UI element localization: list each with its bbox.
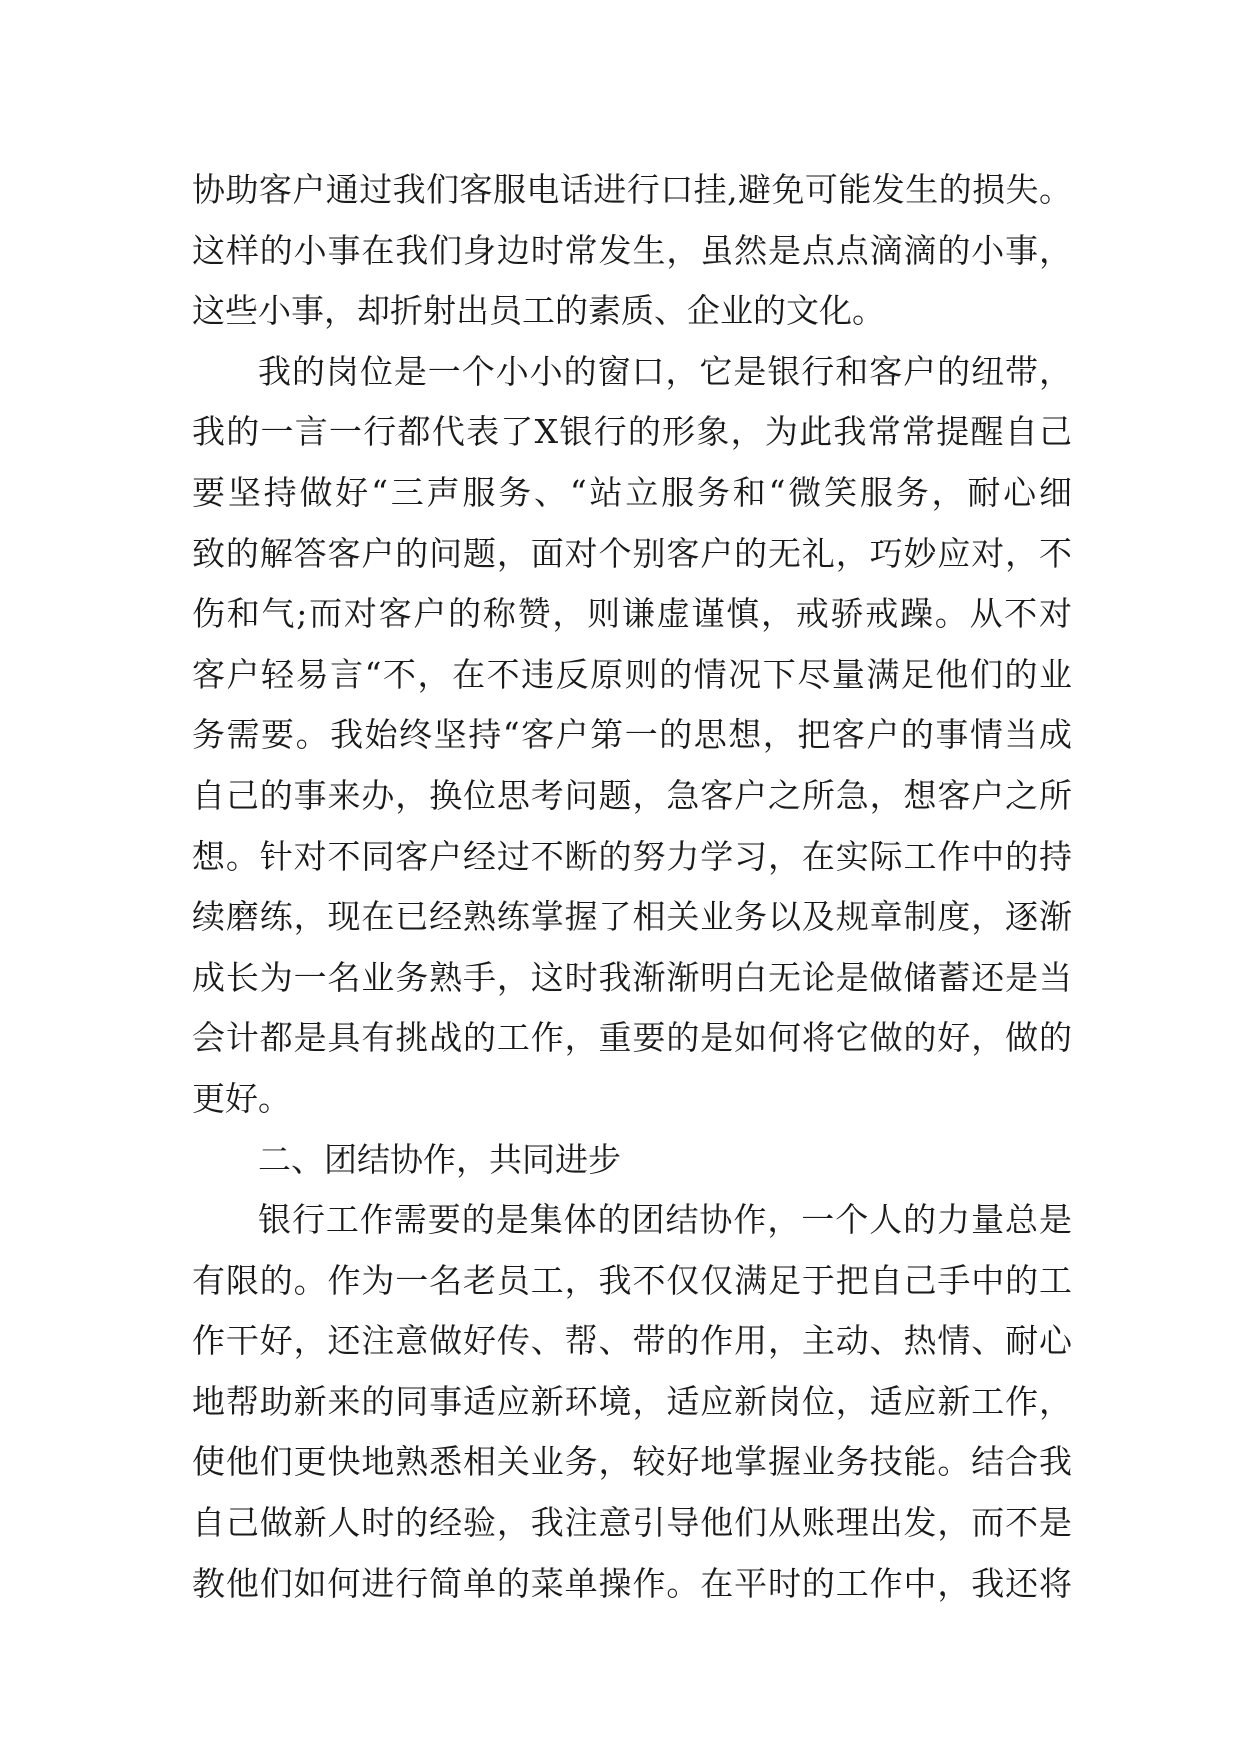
text-line: 想。针对不同客户经过不断的努力学习，在实际工作中的持 bbox=[192, 836, 1072, 876]
text-line: 我的一言一行都代表了X银行的形象，为此我常常提醒自己 bbox=[192, 412, 1072, 452]
text-line: 自己做新人时的经验，我注意引导他们从账理出发，而不是 bbox=[192, 1503, 1072, 1543]
text-line: 作干好，还注意做好传、帮、带的作用，主动、热情、耐心 bbox=[192, 1321, 1072, 1361]
body-text bbox=[192, 160, 1072, 1614]
text-line: 有限的。作为一名老员工，我不仅仅满足于把自己手中的工 bbox=[192, 1260, 1072, 1300]
text-line: 续磨练，现在已经熟练掌握了相关业务以及规章制度，逐渐 bbox=[192, 897, 1072, 937]
text-line: 务需要。我始终坚持“客户第一的思想，把客户的事情当成 bbox=[192, 715, 1072, 755]
text-line: 伤和气;而对客户的称赞，则谦虚谨慎，戒骄戒躁。从不对 bbox=[192, 594, 1072, 634]
text-line: 这些小事，却折射出员工的素质、企业的文化。 bbox=[192, 291, 885, 331]
text-line: 更好。 bbox=[192, 1078, 291, 1118]
text-line: 使他们更快地熟悉相关业务，较好地掌握业务技能。结合我 bbox=[192, 1442, 1072, 1482]
text-line: 这样的小事在我们身边时常发生，虽然是点点滴滴的小事， bbox=[192, 230, 1072, 270]
text-line: 会计都是具有挑战的工作，重要的是如何将它做的好，做的 bbox=[192, 1018, 1072, 1058]
text-line: 协助客户通过我们客服电话进行口挂,避免可能发生的损失。 bbox=[192, 170, 1072, 209]
text-line: 致的解答客户的问题，面对个别客户的无礼，巧妙应对，不 bbox=[192, 533, 1072, 573]
text-line: 成长为一名业务熟手，这时我渐渐明白无论是做储蓄还是当 bbox=[192, 957, 1072, 997]
paragraph-first-line: 银行工作需要的是集体的团结协作，一个人的力量总是 bbox=[258, 1200, 1072, 1240]
text-line: 客户轻易言“不，在不违反原则的情况下尽量满足他们的业 bbox=[192, 654, 1072, 694]
text-line: 教他们如何进行简单的菜单操作。在平时的工作中，我还将 bbox=[192, 1563, 1072, 1603]
text-line: 自己的事来办，换位思考问题，急客户之所急，想客户之所 bbox=[192, 775, 1072, 815]
section-heading: 二、团结协作，共同进步 bbox=[258, 1139, 621, 1179]
paragraph-first-line: 我的岗位是一个小小的窗口，它是银行和客户的纽带， bbox=[258, 351, 1072, 391]
text-line: 地帮助新来的同事适应新环境，适应新岗位，适应新工作， bbox=[192, 1381, 1072, 1421]
text-line: 要坚持做好“三声服务、“站立服务和“微笑服务，耐心细 bbox=[192, 472, 1072, 512]
